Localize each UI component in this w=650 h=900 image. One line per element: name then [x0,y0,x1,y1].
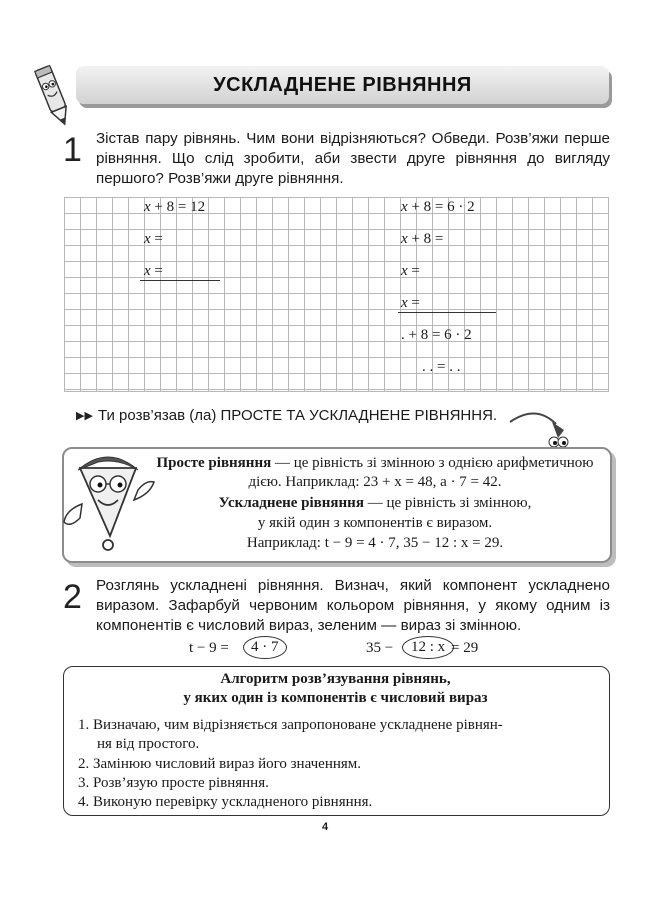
exclamation-mascot-icon [58,448,158,552]
algorithm-title: Алгоритм розв’язування рівнянь, [220,671,451,687]
page-number: 4 [321,821,329,833]
equation-line: x + 8 = 6 · 2 [401,199,475,215]
simple-equation-definition: Просте рівняння — це рівність зі змінною з однією арифметичною дією. Наприклад: 23 + x = 48, a · 7 = 42. [156,455,594,490]
algorithm-step: ня від простого. [97,736,200,752]
equation-line: x + 8 = [401,231,444,247]
math-grid [64,197,609,392]
page-title: УСКЛАДНЕНЕ РІВНЯННЯ [213,74,472,96]
equation-2: 35 − [366,640,394,656]
algorithm-step: 2. Замінюю числовий вираз його значенням. [78,756,362,772]
equation-line: x = [144,231,163,247]
equation-2-rhs: = 29 [451,640,479,656]
algorithm-subtitle: у яких один із компонентів є числовий вираз [183,690,488,706]
equation-line: x = [401,263,420,279]
circled-expression-2: 12 : x [402,636,454,659]
complex-definition-example: Наприклад: t − 9 = 4 · 7, 35 − 12 : x = 29. [246,535,504,551]
equation-line: . + 8 = 6 · 2 [401,327,472,343]
equation-line: x + 8 = 12 [144,199,206,215]
algorithm-step: 3. Розв’язую просте рівняння. [78,775,269,791]
equation-line: x = [144,263,163,279]
task-1-number: 1 [63,131,82,169]
answer-underline [140,280,220,281]
note-text: Ти розв’язав (ла) ПРОСТЕ ТА УСКЛАДНЕНЕ РІВНЯННЯ. [98,407,498,424]
task-2-text: Розглянь ускладнені рівняння. Визнач, який компонент ускладнено виразом. Зафарбуй червоним кольором рівняння, у якому одним із компонентів є числовий вираз, зеленим — вираз зі змінною. [96,577,610,634]
complex-equation-definition: Ускладнене рівняння — це рівність зі змінною, [218,495,532,511]
algorithm-step: 1. Визначаю, чим відрізняється запропоноване ускладнене рівнян- [78,717,503,733]
circled-expression-1: 4 · 7 [243,636,287,659]
algorithm-step: 4. Виконую перевірку ускладненого рівняння. [78,794,373,810]
task-1-text: Зістав пару рівнянь. Чим вони відрізняються? Обведи. Розв’яжи перше рівняння. Що слід зробити, аби звести друге рівняння до вигляду першого? Розв’яжи друге рівняння. [96,130,610,187]
answer-underline [398,312,496,313]
complex-definition-line-2: у якій один з компонентів є виразом. [257,515,493,531]
pencil-mascot-icon [30,60,78,130]
double-arrow-icon: ▶▶ [76,410,93,422]
equation-1: t − 9 = [189,640,229,656]
equation-line: . . = . . [422,359,461,375]
equation-line: x = [401,295,420,311]
task-2-number: 2 [63,578,82,616]
